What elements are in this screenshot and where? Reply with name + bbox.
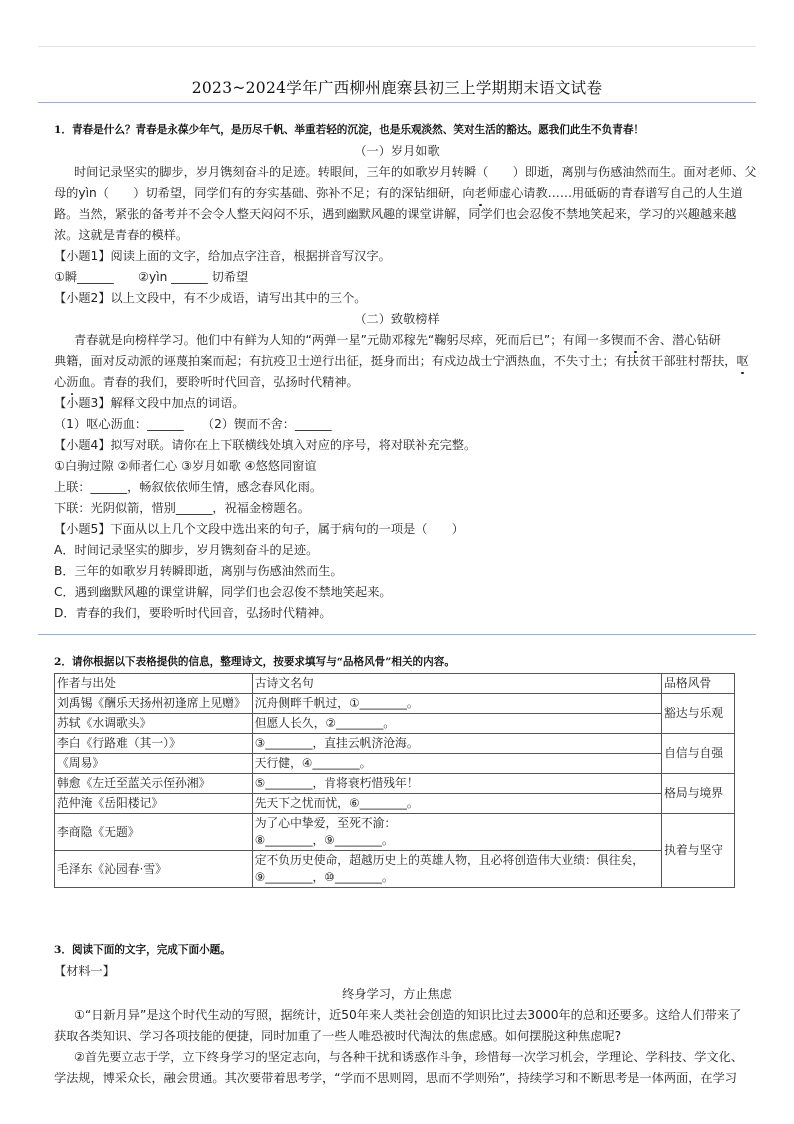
source-cell: 毛泽东《沁园春·雪》: [55, 851, 253, 888]
q1-para1-line3: 路。当然，紧张的备考并不会令人整天闷闷不乐，遇到幽默风趣的课堂讲解，同学们也会忍俊不禁地笑起来，学习的兴趣越来越: [54, 207, 737, 221]
text-segment: 、潜心钻研: [659, 333, 721, 347]
poem-cell[interactable]: [252, 814, 661, 851]
source-cell: 刘禹锡《酬乐天扬州初逢席上见赠》: [55, 694, 253, 714]
poem-line: 为了心中挚爱，至死不渝：: [254, 816, 397, 830]
table-row: [55, 754, 735, 774]
subquestion-2: 【小题2】以上文段中，有不少成语，请写出其中的三个。: [54, 291, 367, 305]
trait-cell: 格局与境界: [662, 774, 735, 814]
text-segment: 。青春的我们，要聆听时代回音，弘扬时代精神。: [90, 375, 359, 389]
option-c[interactable]: C．遇到幽默风趣的课堂讲解，同学们也会忍俊不禁地笑起来。: [54, 585, 392, 599]
dotted-phrase: 锲而不舍: [611, 333, 660, 347]
subquestion-3: 【小题3】解释文段中加点的词语。: [54, 396, 245, 410]
dotted-char: 老: [474, 186, 487, 200]
article-line3: ②首先要立志于学，立下终身学习的坚定志向，与各种干扰和诱惑作斗争，珍惜每一次学习机会，学理论、学科技、学文化、: [74, 1050, 744, 1064]
table-row: [55, 814, 735, 851]
material-label: 【材料一】: [54, 964, 115, 978]
q2-intro: 2．请你根据以下表格提供的信息，整理诗文，按要求填写与“品格风骨”相关的内容。: [54, 656, 455, 668]
article-line4: 学法规，博采众长，融会贯通。其次要带着思考学，“学而不思则罔，思而不学则殆”，持续学习和不断思考是一体两面，在学习: [54, 1071, 737, 1085]
option-d[interactable]: D．青春的我们，要聆听时代回音，弘扬时代精神。: [54, 606, 332, 620]
text-segment: 母的yìn（ ）切希望，同学们有的夯实基础、弥补不足；有的深钻细研，向: [54, 186, 475, 200]
table-row: [55, 851, 735, 888]
subquestion-1-answer[interactable]: ①瞬______ ②yìn ______ 切希望: [54, 270, 249, 284]
trait-cell: 自信与自强: [662, 734, 735, 774]
article-line1: ①“日新月异”是这个时代生动的写照，据统计，近50年来人类社会创造的知识比过去3000年的总和还要多。这给人们带来了: [74, 1008, 742, 1022]
source-cell: 李商隐《无题》: [55, 814, 253, 851]
subquestion-4: 【小题4】拟写对联。请你在上下联横线处填入对应的序号，将对联补充完整。: [54, 438, 477, 452]
table-row: [55, 734, 735, 754]
table-row: [55, 714, 735, 734]
poem-cell[interactable]: 但愿人长久，②________。: [252, 714, 661, 734]
table-row: [55, 774, 735, 794]
table-header-row: [55, 674, 735, 694]
poem-line: 定不负历史使命，超越历史上的英雄人物，且必将创造伟大业绩：俱往矣，: [254, 853, 645, 867]
poem-blank-line[interactable]: ⑧________，⑨________。: [254, 833, 394, 847]
q1-para2-line1: [74, 332, 721, 349]
text-segment: 师虚心请教……用砥砺的青春谱写自己的人生道: [486, 186, 743, 200]
couplet-upper[interactable]: 上联：______，畅叙依依师生情，感念春风化雨。: [54, 480, 323, 494]
source-cell: 苏轼《水调歌头》: [55, 714, 253, 734]
table-row: [55, 794, 735, 814]
trait-cell: 豁达与乐观: [662, 694, 735, 734]
option-a[interactable]: A．时间记录坚实的脚步，岁月镌刻奋斗的足迹。: [54, 543, 319, 557]
title-rule: [38, 102, 756, 103]
subquestion-1: 【小题1】阅读上面的文字，给加点字注音，根据拼音写汉字。: [54, 249, 391, 263]
source-cell: 《周易》: [55, 754, 253, 774]
trait-cell: 执着与坚守: [662, 814, 735, 888]
poem-table: [54, 673, 735, 888]
dotted-char: 呕: [736, 354, 749, 368]
article-title: 终身学习，方止焦虑: [342, 987, 452, 1001]
q1-para1-line4: 浓。这就是青春的模样。: [54, 228, 189, 242]
dotted-phrase: 心沥血: [54, 375, 91, 389]
q3-intro: 3．阅读下面的文字，完成下面小题。: [54, 944, 231, 956]
couplet-lower[interactable]: 下联：光阴似箭，惜别______，祝福金榜题名。: [54, 501, 310, 515]
poem-cell[interactable]: 沉舟侧畔千帆过，①________。: [252, 694, 661, 714]
header-line: 古诗文名句: [252, 674, 661, 694]
subquestion-4-options: ①白驹过隙 ②师者仁心 ③岁月如歌 ④悠悠同窗谊: [54, 459, 317, 473]
subquestion-5: 【小题5】下面从以上几个文段中选出来的句子，属于病句的一项是（ ）: [54, 522, 464, 536]
source-cell: 李白《行路难（其一）》: [55, 734, 253, 754]
text-segment: 典籍，面对反动派的诬蔑拍案而起；有抗疫卫士逆行出征，挺身而出；有戍边战士宁洒热血，不失寸土；有扶贫干部驻村帮扶，: [54, 354, 737, 368]
table-row: [55, 694, 735, 714]
header-source: 作者与出处: [55, 674, 253, 694]
q1-intro: 1．青春是什么？青春是永葆少年气，是历尽千帆、举重若轻的沉淀，也是乐观淡然、笑对生活的豁达。愿我们此生不负青春！: [54, 124, 645, 136]
text-segment: 青春就是向榜样学习。他们中有鲜为人知的“两弹一星”元勋邓稼先“鞠躬尽瘁，死而后已”；有闻一多: [74, 333, 612, 347]
source-cell: 范仲淹《岳阳楼记》: [55, 794, 253, 814]
q1-rule: [38, 634, 756, 635]
header-trait: 品格风骨: [662, 674, 735, 694]
q1-para1-line2: [54, 185, 743, 202]
q1-para1-line1: 时间记录坚实的脚步，岁月镌刻奋斗的足迹。转眼间，三年的如歌岁月转瞬（ ）即逝，离别与伤感油然而生。面对老师、父: [74, 165, 757, 179]
poem-blank-line[interactable]: ⑨________，⑩________。: [254, 870, 394, 884]
poem-cell[interactable]: ③________，直挂云帆济沧海。: [252, 734, 661, 754]
option-b[interactable]: B．三年的如歌岁月转瞬即逝，离别与伤感油然而生。: [54, 564, 343, 578]
page-title: 2023~2024学年广西柳州鹿寨县初三上学期期末语文试卷: [191, 79, 603, 97]
poem-cell[interactable]: 天行健，④________。: [252, 754, 661, 774]
q1-section1-title: （一）岁月如歌: [354, 144, 440, 158]
top-divider: [38, 46, 756, 47]
subquestion-3-answer[interactable]: （1）呕心沥血：______ （2）锲而不舍：______: [54, 417, 332, 431]
source-cell: 韩愈《左迁至蓝关示侄孙湘》: [55, 774, 253, 794]
q1-para2-line2: [54, 353, 749, 370]
poem-cell[interactable]: ⑤________，肯将衰朽惜残年！: [252, 774, 661, 794]
article-line2: 获取各类知识、学习各项技能的便捷，同时加重了一些人唯恐被时代淘汰的焦虑感。如何摆脱这种焦虑呢?: [54, 1029, 622, 1043]
poem-cell[interactable]: 先天下之忧而忧，⑥________。: [252, 794, 661, 814]
q1-section2-title: （二）致敬榜样: [354, 312, 440, 326]
poem-cell[interactable]: [252, 851, 661, 888]
q1-para2-line3: [54, 374, 359, 391]
